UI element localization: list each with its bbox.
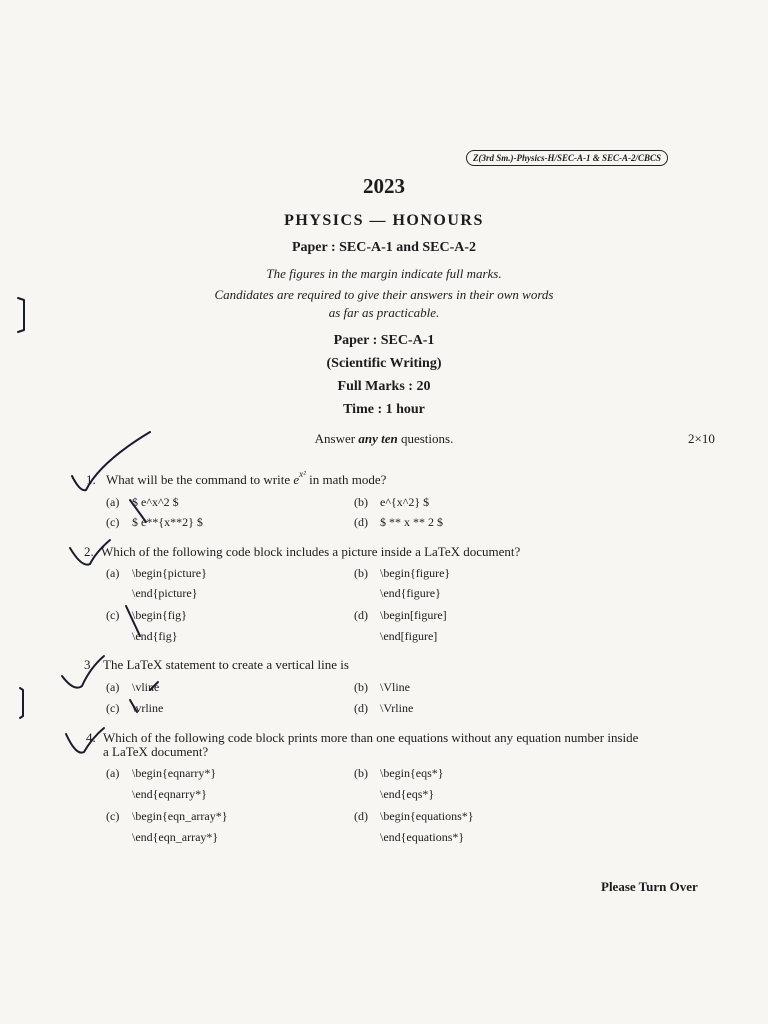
- question-text: The LaTeX statement to create a vertical line is: [103, 657, 349, 672]
- question-text-after: in math mode?: [309, 472, 387, 487]
- option-b: (b) \begin{figure}: [354, 566, 451, 580]
- option-a-line-2: \end{picture}: [132, 586, 198, 600]
- full-marks: Full Marks : 20: [337, 379, 431, 394]
- option-b-line-2: \end{eqs*}: [380, 787, 435, 801]
- exam-year: 2023: [363, 174, 405, 198]
- option-d: (d) \Vrline: [354, 701, 414, 715]
- option-a: (a) $ e^x^2 $: [106, 495, 179, 509]
- option-c: (c) \begin{eqn_array*}: [106, 809, 228, 823]
- option-d: (d) \begin[figure]: [354, 608, 447, 622]
- option-d: (d) \begin{equations*}: [354, 809, 474, 823]
- option-d: (d) $ ** x ** 2 $: [354, 515, 443, 529]
- marks-allocation: 2×10: [688, 431, 715, 446]
- please-turn-over: Please Turn Over: [601, 879, 698, 894]
- margin-bracket-mark: [20, 688, 23, 718]
- answer-emphasis: any ten: [358, 431, 398, 446]
- question-text-line-2: a LaTeX document?: [103, 744, 209, 759]
- check-mark-icon: [62, 656, 104, 688]
- question-text-line-1: Which of the following code block prints more than one equations without any equation number inside: [103, 730, 639, 745]
- instruction-line-3: as far as practicable.: [328, 305, 440, 320]
- question-text-before: What will be the command to write: [106, 472, 291, 487]
- paper-code-box: Z(3rd Sm.)-Physics-H/SEC-A-1 & SEC-A-2/CBCS: [466, 150, 668, 166]
- option-a: (a) \begin{eqnarry*}: [106, 766, 217, 780]
- option-c: (c) \begin{fig}: [106, 608, 187, 622]
- question-number: 1.: [86, 472, 96, 487]
- instruction-line-2: Candidates are required to give their answers in their own words: [214, 287, 554, 302]
- option-b: (b) \begin{eqs*}: [354, 766, 444, 780]
- option-c: (c) $ e**{x**2} $: [106, 515, 203, 529]
- answer-suffix: questions.: [400, 431, 454, 446]
- option-b: (b) \Vline: [354, 680, 410, 694]
- answer-prefix: Answer: [314, 431, 356, 446]
- subject-title: PHYSICS — HONOURS: [284, 212, 484, 229]
- option-a: (a) \vline: [106, 680, 160, 694]
- check-mark-icon: [66, 728, 104, 753]
- question-number: 4.: [86, 730, 96, 745]
- option-c: (c) \vrline: [106, 701, 164, 715]
- time-limit: Time : 1 hour: [343, 402, 425, 417]
- option-c-line-2: \end{eqn_array*}: [132, 830, 219, 844]
- instruction-line-1: The figures in the margin indicate full marks.: [266, 266, 502, 281]
- math-base: e: [293, 472, 300, 487]
- option-b: (b) e^{x^2} $: [354, 495, 430, 509]
- option-d-line-2: \end[figure]: [380, 629, 438, 643]
- option-a: (a) \begin{picture}: [106, 566, 207, 580]
- question-text: [106, 469, 387, 488]
- option-c-line-2: \end{fig}: [132, 629, 178, 643]
- paper-line: Paper : SEC-A-1 and SEC-A-2: [291, 240, 477, 255]
- option-d-line-2: \end{equations*}: [380, 830, 465, 844]
- option-b-line-2: \end{figure}: [380, 586, 441, 600]
- question-number: 3.: [84, 657, 94, 672]
- math-superscript: x²: [299, 469, 306, 479]
- question-number: 2.: [84, 544, 94, 559]
- answer-instruction: [0, 431, 768, 447]
- question-text: Which of the following code block includes a picture inside a LaTeX document?: [101, 544, 521, 559]
- section-paper: Paper : SEC-A-1: [333, 333, 435, 348]
- section-name: (Scientific Writing): [326, 356, 442, 371]
- option-a-line-2: \end{eqnarry*}: [132, 787, 207, 801]
